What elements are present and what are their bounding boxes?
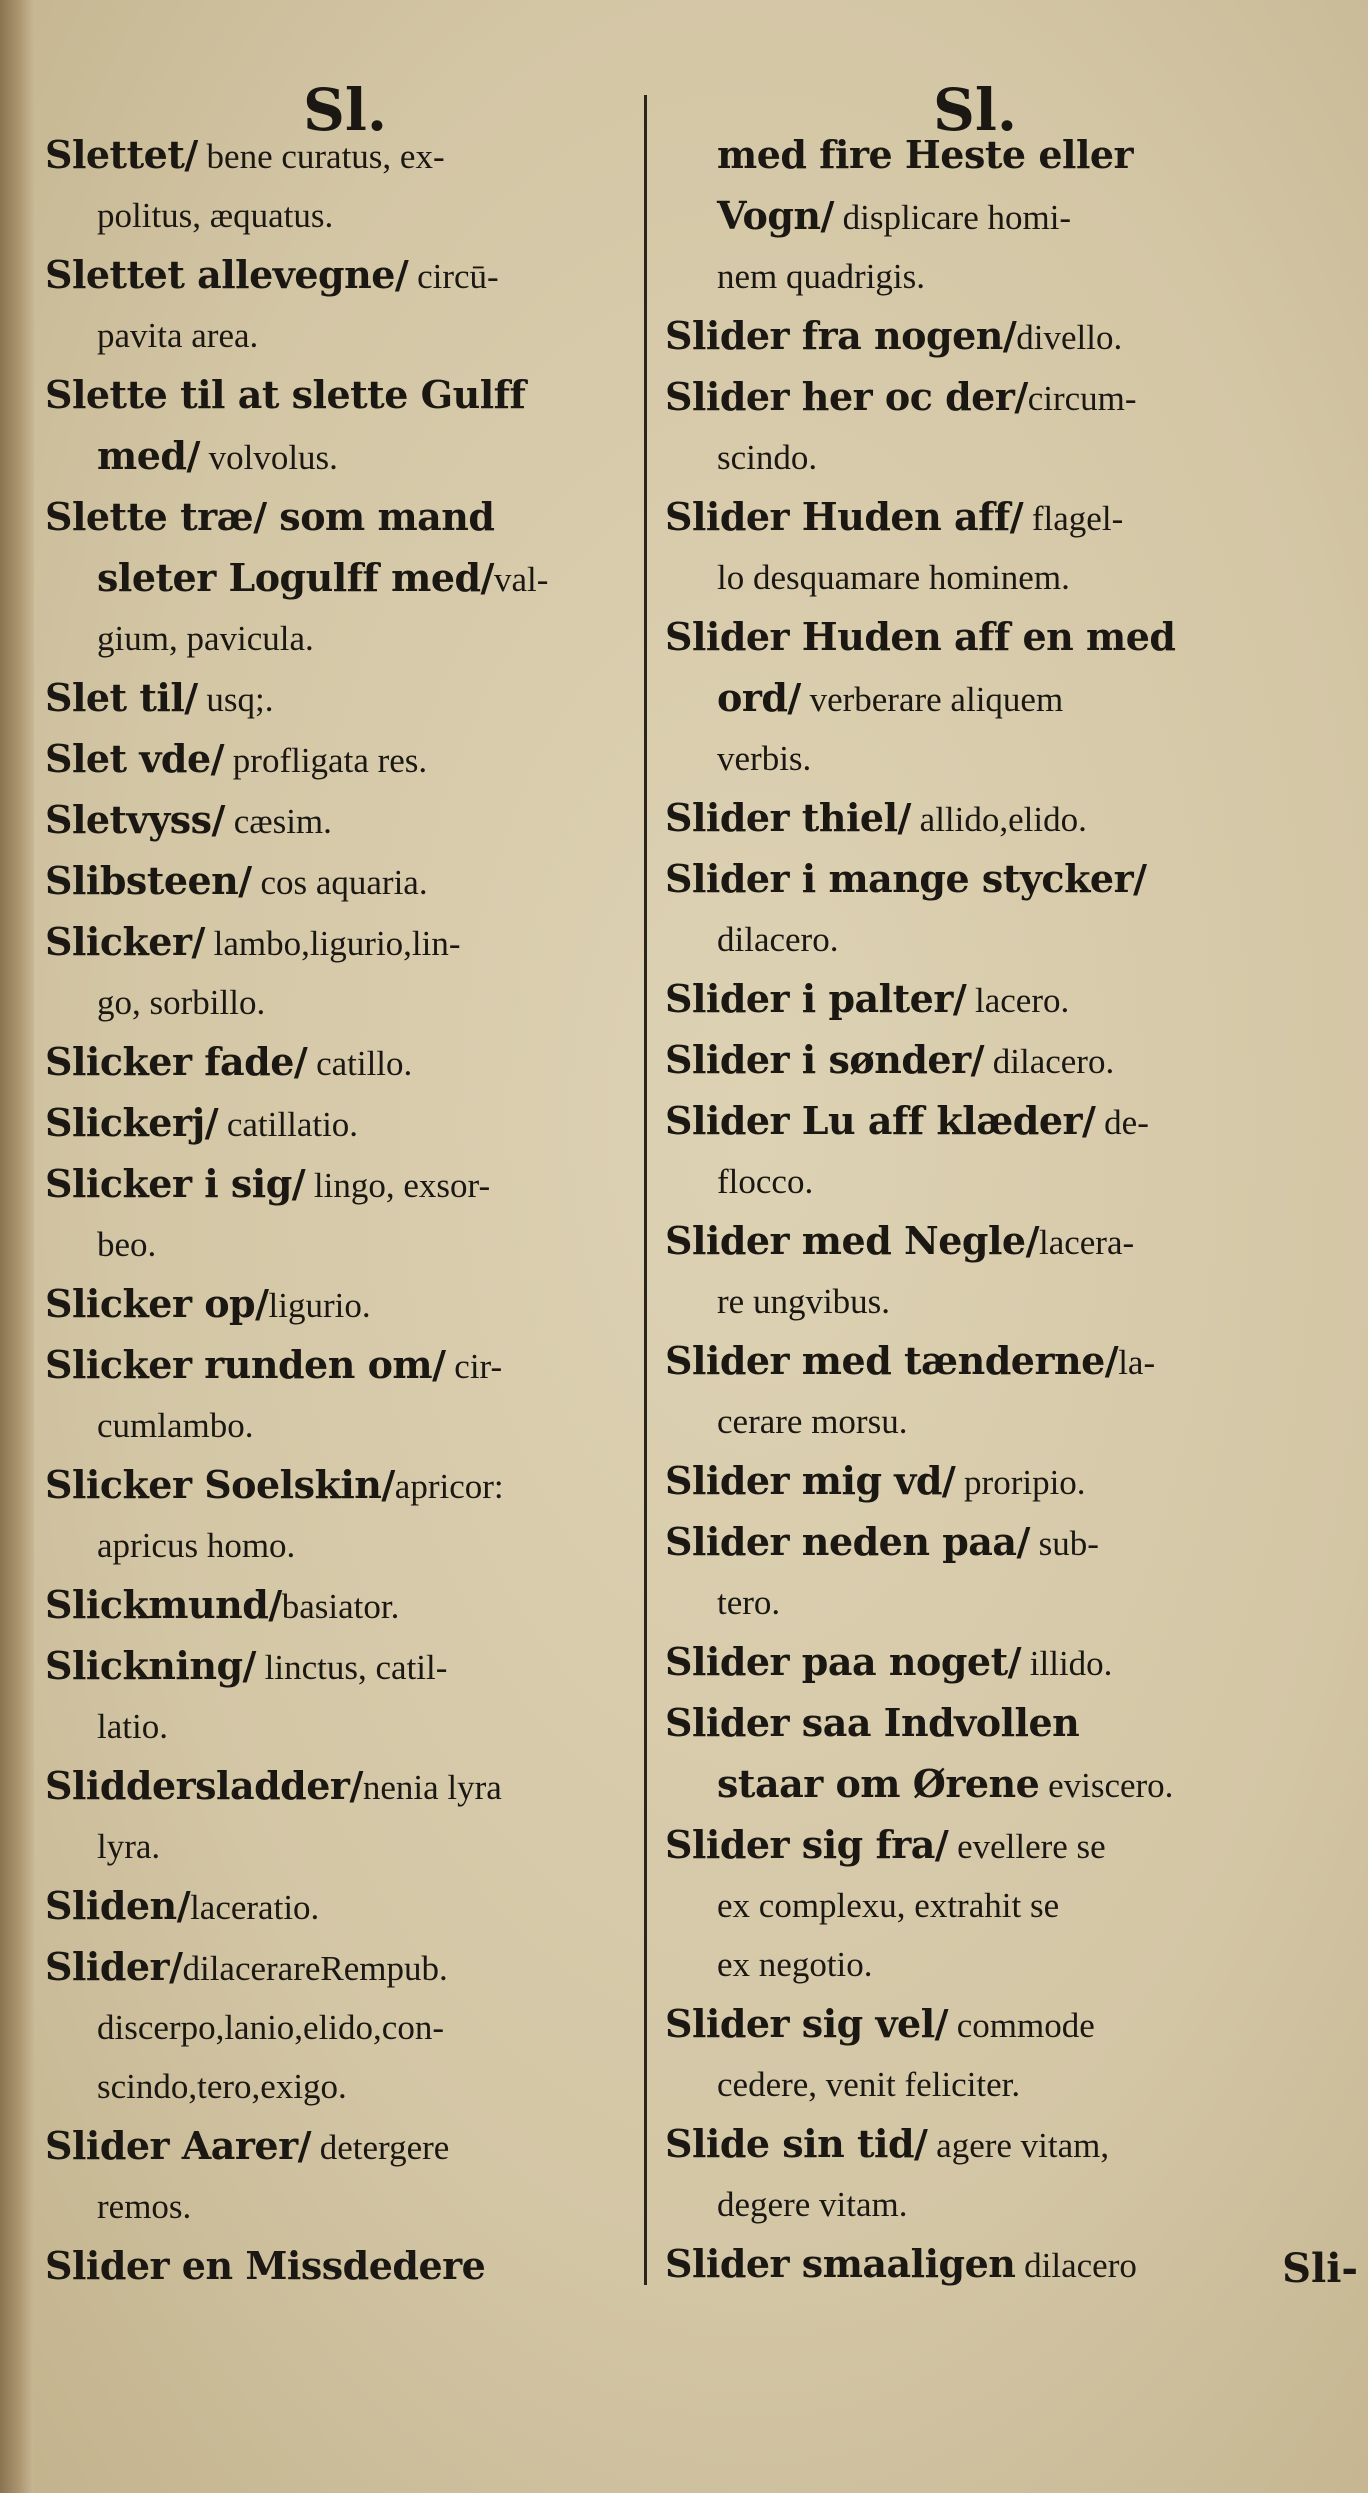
- headword: Slicker i sig/: [45, 1161, 306, 1206]
- headword: Slider Lu aff klæder/: [665, 1098, 1096, 1143]
- latin-gloss: pavita area.: [97, 316, 259, 355]
- headword: Slider saa Indvollen: [665, 1700, 1080, 1745]
- entry-line: [45, 668, 645, 729]
- dictionary-entry: [45, 1636, 645, 1756]
- dictionary-entry: [45, 1876, 645, 1937]
- entry-line: [665, 1512, 1285, 1573]
- latin-gloss: degere vitam.: [717, 2185, 908, 2224]
- headword: Slider paa noget/: [665, 1639, 1022, 1684]
- entry-line: [665, 1451, 1285, 1512]
- headword: Slider fra nogen/: [665, 313, 1017, 358]
- headword: Slet vde/: [45, 736, 225, 781]
- dictionary-entry: [665, 1451, 1285, 1512]
- latin-gloss: dilacero: [1015, 2246, 1137, 2285]
- entry-line: [45, 729, 645, 790]
- entry-line: [45, 2057, 645, 2116]
- entry-line: [665, 125, 1285, 186]
- latin-gloss: val-: [493, 560, 549, 599]
- entry-line: [665, 668, 1285, 729]
- entry-line: [665, 1754, 1285, 1815]
- headword: Slicker/: [45, 919, 205, 964]
- entry-line: [665, 487, 1285, 548]
- entry-line: [45, 245, 645, 306]
- dictionary-entry: [45, 790, 645, 851]
- headword: Slickning/: [45, 1643, 256, 1688]
- latin-gloss: cæsim.: [224, 802, 332, 841]
- latin-gloss: verberare aliquem: [800, 680, 1064, 719]
- headword: med/: [97, 433, 200, 478]
- entry-line: [45, 1876, 645, 1937]
- dictionary-entry: [45, 1937, 645, 2116]
- dictionary-entry: [665, 487, 1285, 607]
- dictionary-entry: [45, 1093, 645, 1154]
- entry-line: [45, 2177, 645, 2236]
- entry-line: [45, 548, 645, 609]
- headword: Slider med tænderne/: [665, 1338, 1119, 1383]
- latin-gloss: apricus homo.: [97, 1526, 296, 1565]
- headword: Slet til/: [45, 675, 198, 720]
- dictionary-entry: [45, 668, 645, 729]
- dictionary-entry: [665, 1994, 1285, 2114]
- latin-gloss: latio.: [97, 1707, 168, 1746]
- latin-gloss: evellere se: [948, 1827, 1106, 1866]
- entry-line: [45, 125, 645, 186]
- dictionary-entry: [45, 912, 645, 1032]
- entry-line: [665, 849, 1285, 910]
- latin-gloss: agere vitam,: [927, 2126, 1110, 2165]
- latin-gloss: cos aquaria.: [251, 863, 428, 902]
- entry-line: [45, 1575, 645, 1636]
- entry-line: [665, 1211, 1285, 1272]
- latin-gloss: nem quadrigis.: [717, 257, 926, 296]
- running-head-right: Sl.: [932, 76, 1018, 144]
- entry-line: [665, 1573, 1285, 1632]
- latin-gloss: apricor:: [394, 1467, 504, 1506]
- entry-line: [45, 1154, 645, 1215]
- headword: Slicker Soelskin/: [45, 1462, 395, 1507]
- latin-gloss: lambo,ligurio,lin-: [204, 924, 461, 963]
- entry-line: [665, 2175, 1285, 2234]
- entry-line: [45, 1396, 645, 1455]
- entry-line: [45, 2116, 645, 2177]
- column-divider: [644, 95, 647, 2285]
- headword: Slide sin tid/: [665, 2121, 928, 2166]
- dictionary-entry: [45, 729, 645, 790]
- dictionary-entry: [45, 487, 645, 668]
- left-entry-list: [45, 125, 645, 2297]
- headword: Sliddersladder/: [45, 1763, 363, 1808]
- headword: Slider sig vel/: [665, 2001, 949, 2046]
- latin-gloss: flagel-: [1023, 499, 1124, 538]
- headword: Slider smaaligen: [665, 2241, 1016, 2286]
- dictionary-entry: [665, 1512, 1285, 1632]
- entry-line: [45, 306, 645, 365]
- latin-gloss: ex negotio.: [717, 1945, 873, 1984]
- headword: Slicker fade/: [45, 1039, 308, 1084]
- dictionary-entry: [45, 1274, 645, 1335]
- latin-gloss: cerare morsu.: [717, 1402, 908, 1441]
- headword: staar om Ørene: [717, 1761, 1040, 1806]
- entry-line: [665, 1693, 1285, 1754]
- latin-gloss: ex complexu, extrahit se: [717, 1886, 1060, 1925]
- headword: Slickerj/: [45, 1100, 219, 1145]
- dictionary-entry: [665, 1693, 1285, 1815]
- headword: Slider i mange stycker/: [665, 856, 1147, 901]
- latin-gloss: nenia lyra: [362, 1768, 502, 1807]
- latin-gloss: proripio.: [955, 1463, 1086, 1502]
- latin-gloss: divello.: [1016, 318, 1123, 357]
- entry-line: [45, 426, 645, 487]
- latin-gloss: discerpo,lanio,elido,con-: [97, 2008, 444, 2047]
- latin-gloss: scindo,tero,exigo.: [97, 2067, 347, 2106]
- headword: Slider i palter/: [665, 976, 967, 1021]
- entry-line: [665, 1331, 1285, 1392]
- dictionary-entry: [665, 1030, 1285, 1091]
- latin-gloss: gium, pavicula.: [97, 619, 314, 658]
- dictionary-entry: [665, 367, 1285, 487]
- headword: Vogn/: [717, 193, 834, 238]
- entry-line: [665, 1091, 1285, 1152]
- latin-gloss: profligata res.: [224, 741, 428, 780]
- latin-gloss: scindo.: [717, 438, 818, 477]
- latin-gloss: go, sorbillo.: [97, 983, 266, 1022]
- entry-line: [45, 186, 645, 245]
- entry-line: [665, 788, 1285, 849]
- latin-gloss: lacero.: [966, 981, 1070, 1020]
- dictionary-entry: [665, 969, 1285, 1030]
- headword: Slider Huden aff/: [665, 494, 1024, 539]
- entry-line: [665, 1815, 1285, 1876]
- entry-line: [665, 2234, 1285, 2295]
- latin-gloss: beo.: [97, 1225, 157, 1264]
- entry-line: [665, 729, 1285, 788]
- right-entry-list: [665, 125, 1285, 2295]
- entry-line: [665, 367, 1285, 428]
- headword: Slibsteen/: [45, 858, 252, 903]
- dictionary-entry: [45, 365, 645, 487]
- entry-line: [45, 912, 645, 973]
- latin-gloss: basiator.: [281, 1587, 400, 1626]
- catchword: Sli-: [1282, 2245, 1358, 2292]
- entry-line: [45, 487, 645, 548]
- dictionary-entry: [45, 1575, 645, 1636]
- headword: Slider med Negle/: [665, 1218, 1039, 1263]
- latin-gloss: la-: [1118, 1343, 1156, 1382]
- headword: sleter Logulff med/: [97, 555, 494, 600]
- dictionary-entry: [665, 1632, 1285, 1693]
- entry-line: [45, 1697, 645, 1756]
- entry-line: [45, 973, 645, 1032]
- headword: Slider en Missdedere: [45, 2243, 486, 2288]
- latin-gloss: commode: [948, 2006, 1095, 2045]
- headword: Slider/: [45, 1944, 183, 1989]
- running-head-left: Sl.: [302, 76, 388, 144]
- entry-line: [665, 428, 1285, 487]
- entry-line: [665, 2055, 1285, 2114]
- entry-line: [665, 1272, 1285, 1331]
- latin-gloss: dilacerareRempub.: [182, 1949, 448, 1988]
- entry-line: [45, 1455, 645, 1516]
- dictionary-entry: [45, 851, 645, 912]
- headword: Slider Aarer/: [45, 2123, 312, 2168]
- latin-gloss: cir-: [445, 1347, 503, 1386]
- latin-gloss: usq;.: [197, 680, 274, 719]
- entry-line: [45, 1093, 645, 1154]
- entry-line: [665, 1152, 1285, 1211]
- dictionary-entry: [45, 1756, 645, 1876]
- dictionary-entry: [665, 306, 1285, 367]
- entry-line: [665, 1392, 1285, 1451]
- headword: Slider Huden aff en med: [665, 614, 1176, 659]
- latin-gloss: lacera-: [1038, 1223, 1135, 1262]
- latin-gloss: cedere, venit feliciter.: [717, 2065, 1021, 2104]
- dictionary-entry: [45, 1032, 645, 1093]
- headword: Slettet allevegne/: [45, 252, 409, 297]
- latin-gloss: ligurio.: [268, 1286, 371, 1325]
- entry-line: [665, 1935, 1285, 1994]
- headword: Slicker op/: [45, 1281, 269, 1326]
- dictionary-entry: [665, 849, 1285, 969]
- entry-line: [45, 790, 645, 851]
- entry-line: [45, 1937, 645, 1998]
- entry-line: [665, 306, 1285, 367]
- headword: Slider thiel/: [665, 795, 911, 840]
- latin-gloss: re ungvibus.: [717, 1282, 891, 1321]
- entry-line: [665, 1994, 1285, 2055]
- headword: Slider i sønder/: [665, 1037, 984, 1082]
- entry-line: [665, 186, 1285, 247]
- latin-gloss: lingo, exsor-: [305, 1166, 491, 1205]
- entry-line: [45, 1335, 645, 1396]
- latin-gloss: circum-: [1027, 379, 1137, 418]
- entry-line: [45, 365, 645, 426]
- entry-line: [665, 548, 1285, 607]
- dictionary-entry: [665, 125, 1285, 306]
- headword: Slider sig fra/: [665, 1822, 949, 1867]
- latin-gloss: dilacero.: [717, 920, 839, 959]
- latin-gloss: lyra.: [97, 1827, 161, 1866]
- latin-gloss: bene curatus, ex-: [197, 137, 445, 176]
- entry-line: [665, 910, 1285, 969]
- dictionary-entry: [45, 1154, 645, 1274]
- latin-gloss: catillo.: [307, 1044, 413, 1083]
- latin-gloss: sub-: [1029, 1524, 1099, 1563]
- entry-line: [45, 1274, 645, 1335]
- dictionary-entry: [665, 1211, 1285, 1331]
- dictionary-entry: [45, 125, 645, 245]
- headword: Slider neden paa/: [665, 1519, 1030, 1564]
- entry-line: [665, 969, 1285, 1030]
- latin-gloss: politus, æquatus.: [97, 196, 334, 235]
- latin-gloss: volvolus.: [199, 438, 338, 477]
- dictionary-entry: [45, 2236, 645, 2297]
- entry-line: [665, 1876, 1285, 1935]
- headword: Slette træ/ som mand: [45, 494, 495, 539]
- headword: Slettet/: [45, 132, 198, 177]
- dictionary-entry: [665, 2234, 1285, 2295]
- entry-line: [45, 1817, 645, 1876]
- dictionary-entry: [45, 2116, 645, 2236]
- dictionary-entry: [45, 1335, 645, 1455]
- dictionary-entry: [665, 1815, 1285, 1994]
- latin-gloss: de-: [1095, 1103, 1149, 1142]
- latin-gloss: catillatio.: [218, 1105, 359, 1144]
- dictionary-entry: [665, 607, 1285, 788]
- headword: med fire Heste eller: [717, 132, 1134, 177]
- latin-gloss: detergere: [311, 2128, 450, 2167]
- latin-gloss: laceratio.: [190, 1888, 320, 1927]
- entry-line: [665, 247, 1285, 306]
- entry-line: [45, 1215, 645, 1274]
- latin-gloss: eviscero.: [1039, 1766, 1174, 1805]
- entry-line: [45, 1032, 645, 1093]
- dictionary-entry: [45, 1455, 645, 1575]
- latin-gloss: lo desquamare hominem.: [717, 558, 1070, 597]
- latin-gloss: tero.: [717, 1583, 781, 1622]
- headword: Slider mig vd/: [665, 1458, 956, 1503]
- latin-gloss: displicare homi-: [833, 198, 1072, 237]
- dictionary-entry: [665, 1091, 1285, 1211]
- latin-gloss: allido,elido.: [910, 800, 1087, 839]
- latin-gloss: illido.: [1021, 1644, 1113, 1683]
- headword: Slickmund/: [45, 1582, 282, 1627]
- entry-line: [665, 2114, 1285, 2175]
- dictionary-entry: [665, 1331, 1285, 1451]
- entry-line: [45, 851, 645, 912]
- entry-line: [45, 1756, 645, 1817]
- latin-gloss: remos.: [97, 2187, 192, 2226]
- entry-line: [665, 607, 1285, 668]
- latin-gloss: cumlambo.: [97, 1406, 254, 1445]
- entry-line: [45, 609, 645, 668]
- entry-line: [665, 1632, 1285, 1693]
- entry-line: [45, 2236, 645, 2297]
- headword: Slicker runden om/: [45, 1342, 446, 1387]
- page-edge: [0, 0, 34, 2493]
- headword: Slider her oc der/: [665, 374, 1028, 419]
- dictionary-entry: [45, 245, 645, 365]
- entry-line: [45, 1636, 645, 1697]
- latin-gloss: flocco.: [717, 1162, 814, 1201]
- headword: Sliden/: [45, 1883, 191, 1928]
- dictionary-entry: [665, 788, 1285, 849]
- entry-line: [45, 1998, 645, 2057]
- latin-gloss: linctus, catil-: [255, 1648, 448, 1687]
- latin-gloss: dilacero.: [984, 1042, 1115, 1081]
- headword: Sletvyss/: [45, 797, 225, 842]
- dictionary-entry: [665, 2114, 1285, 2234]
- entry-line: [45, 1516, 645, 1575]
- latin-gloss: verbis.: [717, 739, 812, 778]
- latin-gloss: circū-: [408, 257, 499, 296]
- entry-line: [665, 1030, 1285, 1091]
- headword: ord/: [717, 675, 801, 720]
- headword: Slette til at slette Gulff: [45, 372, 526, 417]
